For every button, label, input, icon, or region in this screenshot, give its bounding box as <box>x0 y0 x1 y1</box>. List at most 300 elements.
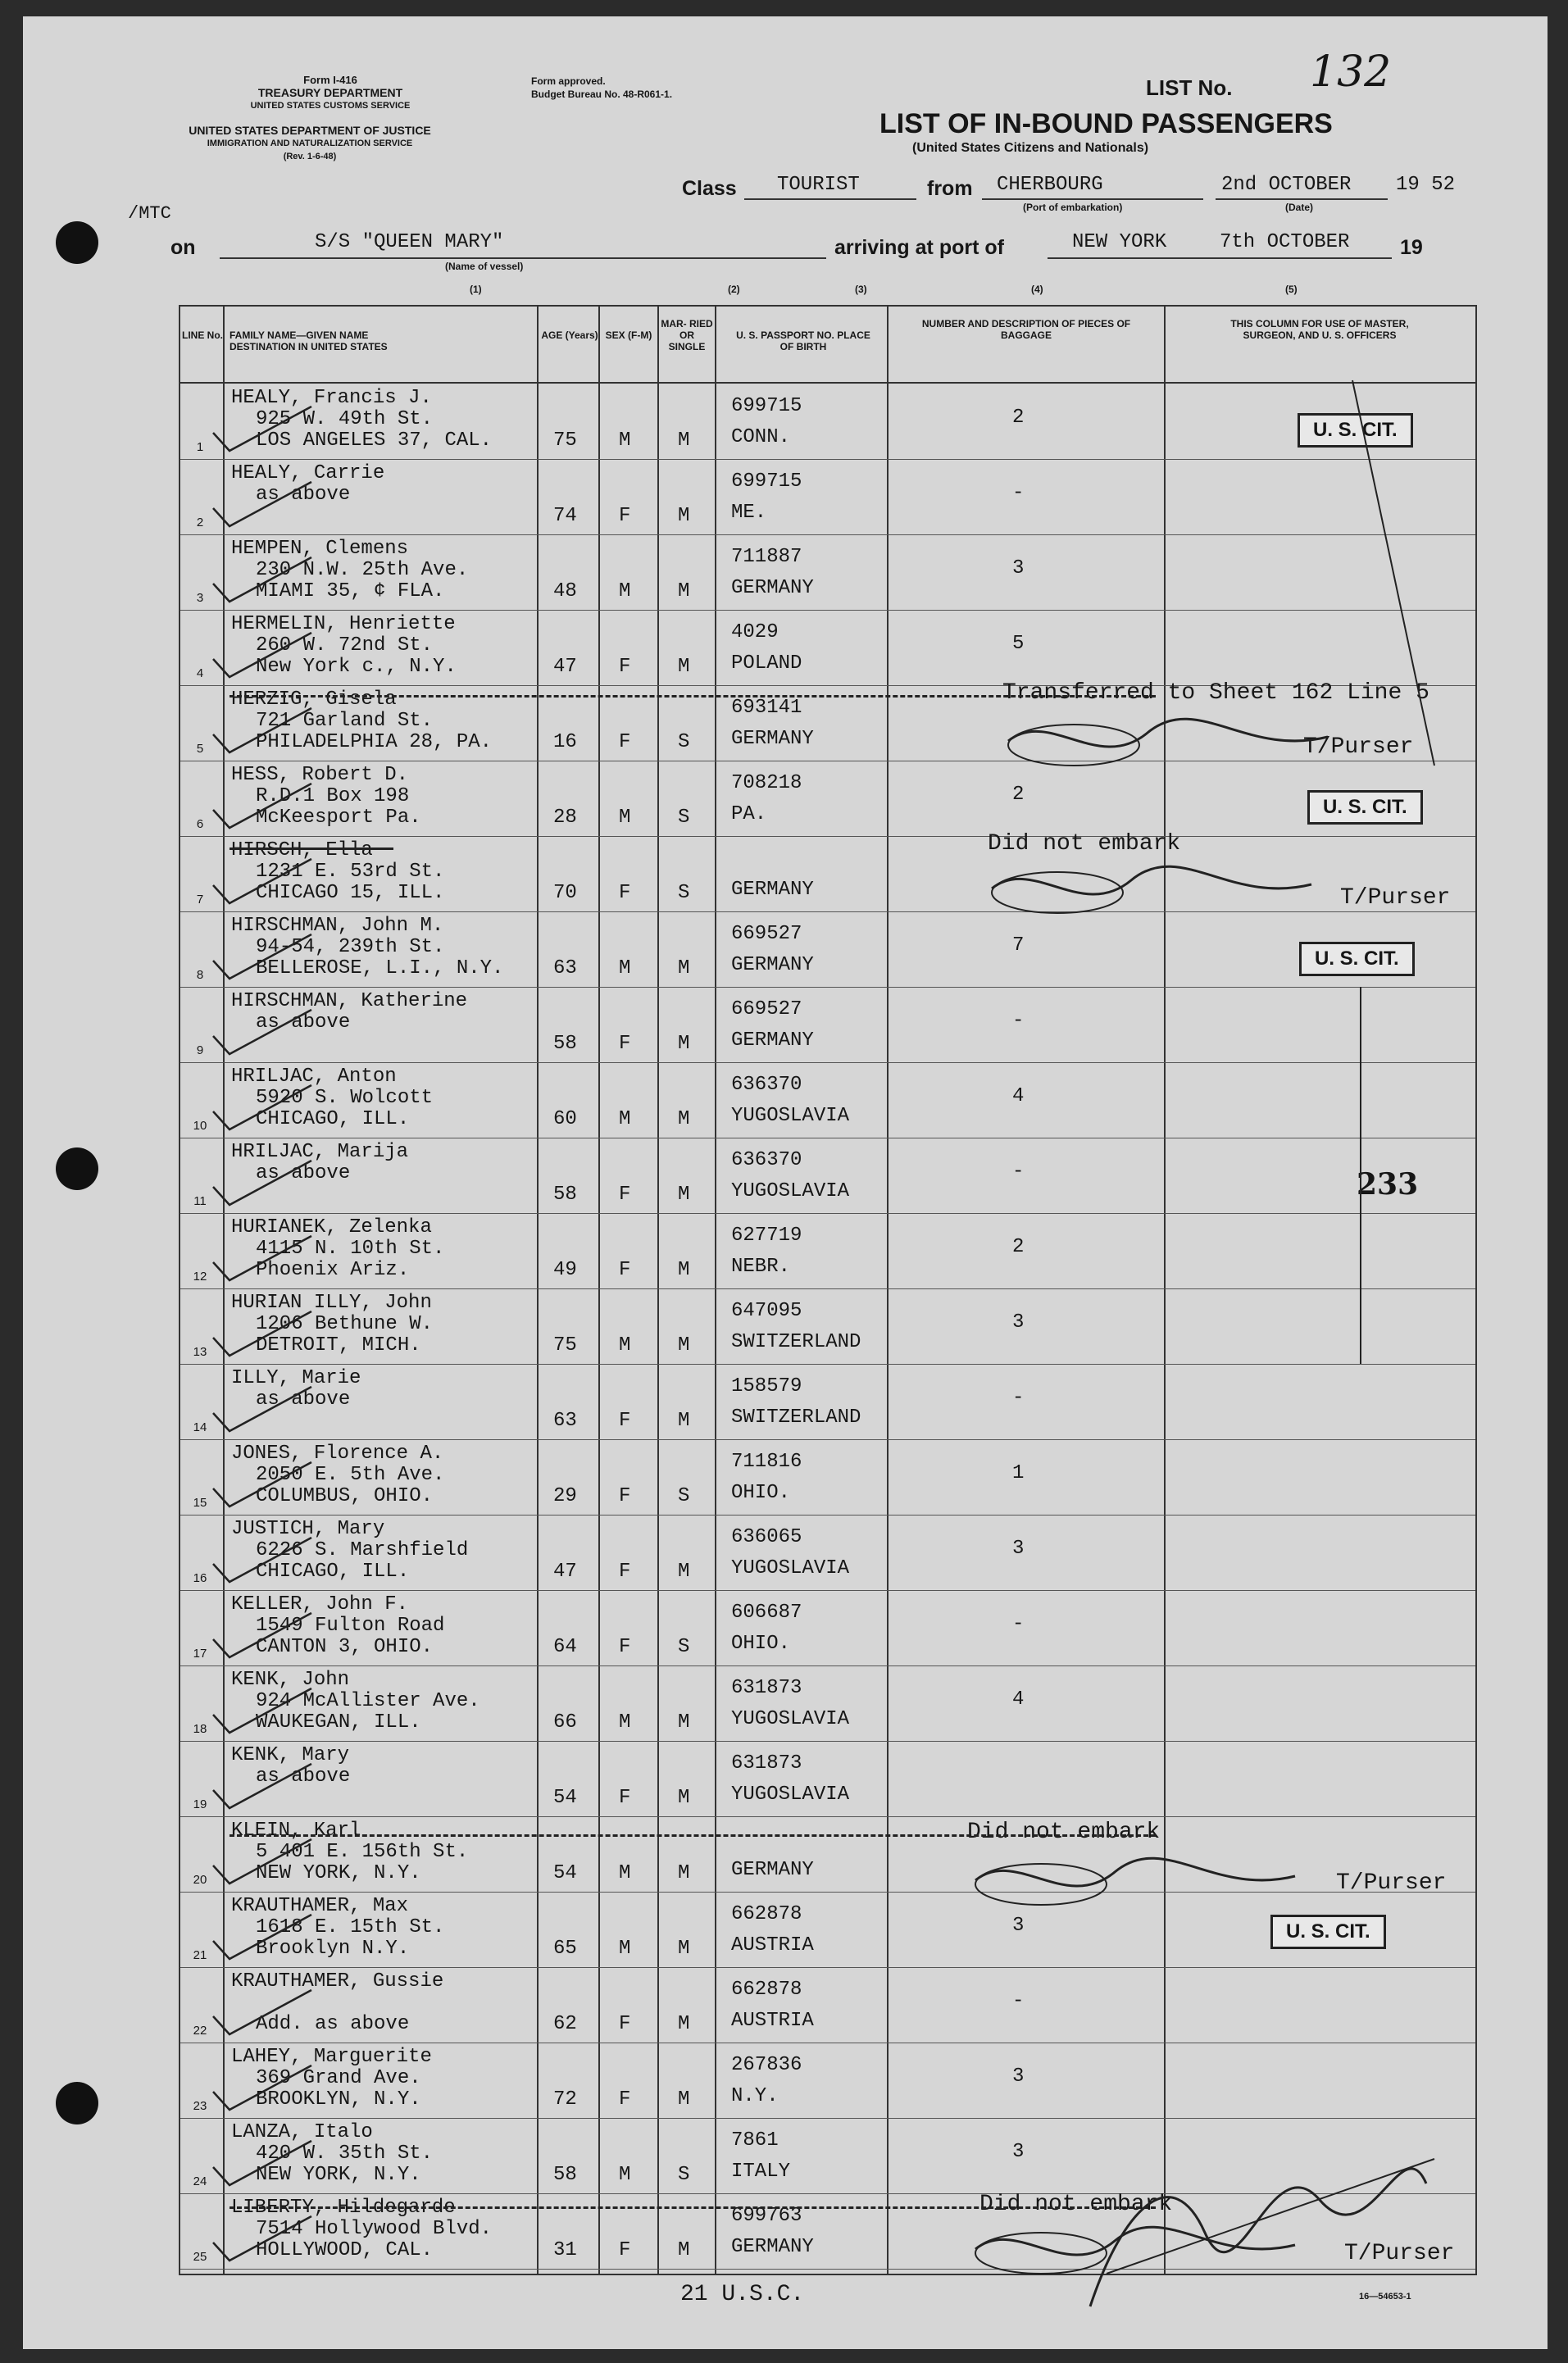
passenger-name: HEALY, Carrie <box>231 462 385 484</box>
age: 63 <box>553 957 577 979</box>
purser-signature <box>1000 708 1344 774</box>
inspector-signature <box>1074 2110 1443 2323</box>
place-of-birth: AUSTRIA <box>731 1934 814 1956</box>
col-sex: SEX (F-M) <box>605 329 652 341</box>
table-row <box>180 1590 1475 1666</box>
line-number: 3 <box>196 591 204 605</box>
strike-line <box>230 2206 1156 2209</box>
check-mark <box>205 400 320 457</box>
departure-date: 2nd OCTOBER <box>1221 174 1352 196</box>
address-line-2: DETROIT, MICH. <box>256 1334 421 1356</box>
passenger-name: KENK, John <box>231 1669 350 1691</box>
passenger-name: LIBERTY, Hildegarde <box>231 2197 456 2219</box>
line-number: 25 <box>193 2250 207 2264</box>
age: 16 <box>553 731 577 753</box>
check-mark <box>205 852 320 910</box>
line-number: 4 <box>196 666 204 680</box>
marital-status: M <box>678 1033 690 1055</box>
table-row <box>180 1439 1475 1516</box>
line-number: 18 <box>193 1722 207 1736</box>
print-code: 16—54653-1 <box>1359 2292 1411 2302</box>
table-row <box>180 987 1475 1063</box>
passenger-name: HURIAN ILLY, John <box>231 1292 432 1314</box>
table-row <box>180 1138 1475 1214</box>
line-number: 2 <box>196 516 204 529</box>
check-mark <box>205 551 320 608</box>
passenger-name: ILLY, Marie <box>231 1367 361 1389</box>
baggage-count: 3 <box>1012 2065 1025 2088</box>
baggage-count: 5 <box>1012 633 1025 655</box>
sex: F <box>619 1561 631 1583</box>
place-of-birth: GERMANY <box>731 2236 814 2258</box>
table-row <box>180 1062 1475 1138</box>
sex: F <box>619 2239 631 2261</box>
address-line-1: 1549 Fulton Road <box>256 1615 445 1637</box>
passenger-name: JUSTICH, Mary <box>231 1518 385 1540</box>
line-number: 9 <box>196 1043 204 1057</box>
embark-port: CHERBOURG <box>997 174 1103 196</box>
place-of-birth: CONN. <box>731 426 791 448</box>
sex: M <box>619 957 631 979</box>
sex: M <box>619 580 631 602</box>
line-number: 6 <box>196 817 204 831</box>
purser-signature <box>967 1847 1311 1913</box>
passenger-name: HERMELIN, Henriette <box>231 613 456 635</box>
col-num-3: (3) <box>855 284 867 295</box>
address-line-2: Brooklyn N.Y. <box>256 1938 410 1960</box>
address-line-1: 2050 E. 5th Ave. <box>256 1464 445 1486</box>
marital-status: M <box>678 2239 690 2261</box>
sex: M <box>619 1334 631 1356</box>
revision-date: (Rev. 1-6-48) <box>283 152 337 161</box>
sex: F <box>619 1636 631 1658</box>
passport-number: 669527 <box>731 998 802 1020</box>
baggage-count: 3 <box>1012 557 1025 579</box>
baggage-count: - <box>1012 1613 1025 1635</box>
address-line-2: New York c., N.Y. <box>256 656 457 678</box>
passenger-name: KELLER, John F. <box>231 1593 409 1615</box>
place-of-birth: YUGOSLAVIA <box>731 1557 850 1579</box>
baggage-count: - <box>1012 1387 1025 1409</box>
check-mark <box>205 1079 320 1136</box>
age: 60 <box>553 1108 577 1130</box>
table-row <box>180 911 1475 988</box>
place-of-birth: YUGOSLAVIA <box>731 1180 850 1202</box>
age: 58 <box>553 2164 577 2186</box>
baggage-count: - <box>1012 482 1025 504</box>
marital-status: M <box>678 957 690 979</box>
check-mark <box>205 1380 320 1438</box>
marital-status: M <box>678 1334 690 1356</box>
sex: M <box>619 1108 631 1130</box>
sex: F <box>619 1184 631 1206</box>
marital-status: S <box>678 2164 690 2186</box>
age: 48 <box>553 580 577 602</box>
table-row <box>180 1515 1475 1591</box>
form-approved: Form approved. <box>531 75 606 87</box>
did-not-embark-note: Did not embark <box>967 1820 1161 1845</box>
address-line-1: 5920 S. Wolcott <box>256 1087 434 1109</box>
check-mark <box>205 1305 320 1362</box>
line-number: 21 <box>193 1948 207 1962</box>
marital-status: S <box>678 1485 690 1507</box>
place-of-birth: PA. <box>731 803 767 825</box>
sex: F <box>619 1410 631 1432</box>
sex: M <box>619 429 631 452</box>
sex: M <box>619 1711 631 1734</box>
sex: M <box>619 1862 631 1884</box>
address-line-1: 420 W. 35th St. <box>256 2143 434 2165</box>
age: 47 <box>553 1561 577 1583</box>
sex: F <box>619 1485 631 1507</box>
address-line-1: as above <box>256 1388 351 1411</box>
place-of-birth: GERMANY <box>731 577 814 599</box>
age: 63 <box>553 1410 577 1432</box>
line-number: 8 <box>196 968 204 982</box>
address-line-1: 1618 E. 15th St. <box>256 1916 445 1938</box>
address-line-1: 4115 N. 10th St. <box>256 1238 445 1260</box>
statute-ref: 21 U.S.C. <box>680 2282 805 2307</box>
place-of-birth: YUGOSLAVIA <box>731 1784 850 1806</box>
address-line-1: 1231 E. 53rd St. <box>256 861 445 883</box>
passenger-name: HESS, Robert D. <box>231 764 409 786</box>
justice-dept: UNITED STATES DEPARTMENT OF JUSTICE <box>189 124 431 137</box>
passenger-name: KRAUTHAMER, Gussie <box>231 1970 444 1993</box>
table-row <box>180 1741 1475 1817</box>
address-line-2: CHICAGO, ILL. <box>256 1108 410 1130</box>
line-number: 7 <box>196 893 204 907</box>
passport-number: 606687 <box>731 1602 802 1624</box>
baggage-count: 2 <box>1012 1236 1025 1258</box>
table-row <box>180 534 1475 611</box>
marital-status: M <box>678 1410 690 1432</box>
vessel-name: S/S "QUEEN MARY" <box>315 231 504 253</box>
strike-line <box>230 695 1156 698</box>
port-caption: (Port of embarkation) <box>1023 202 1123 213</box>
sex: F <box>619 731 631 753</box>
check-mark <box>205 626 320 684</box>
passenger-name: HIRSCHMAN, Katherine <box>231 990 468 1012</box>
baggage-count: 3 <box>1012 2141 1025 2163</box>
check-mark <box>205 777 320 834</box>
marital-status: M <box>678 2013 690 2035</box>
line-number: 11 <box>193 1194 207 1208</box>
sex: F <box>619 2013 631 2035</box>
budget-bureau: Budget Bureau No. 48-R061-1. <box>531 89 673 100</box>
passenger-name: HRILJAC, Anton <box>231 1066 397 1088</box>
col-num-2: (2) <box>728 284 740 295</box>
place-of-birth: GERMANY <box>731 728 814 750</box>
address-line-2: McKeesport Pa. <box>256 807 421 829</box>
marital-status: S <box>678 731 690 753</box>
place-of-birth: SWITZERLAND <box>731 1331 861 1353</box>
marital-status: M <box>678 1711 690 1734</box>
col-baggage: NUMBER AND DESCRIPTION OF PIECES OF BAGGAGE <box>921 318 1131 341</box>
marital-status: M <box>678 1787 690 1809</box>
punch-hole <box>56 221 98 264</box>
line-number: 22 <box>193 2024 207 2038</box>
check-mark <box>205 1682 320 1739</box>
sex: M <box>619 2164 631 2186</box>
place-of-birth: YUGOSLAVIA <box>731 1708 850 1730</box>
address-line-1: 230 N.W. 25th Ave. <box>256 559 469 581</box>
date-caption: (Date) <box>1285 202 1314 213</box>
marital-status: M <box>678 1561 690 1583</box>
place-of-birth: OHIO. <box>731 1633 791 1655</box>
baggage-count: 3 <box>1012 1915 1025 1937</box>
baggage-count: 7 <box>1012 934 1025 957</box>
age: 62 <box>553 2013 577 2035</box>
table-row <box>180 1967 1475 2043</box>
col-passport: U. S. PASSPORT NO. PLACE OF BIRTH <box>736 329 870 352</box>
transfer-note: Transferred to Sheet 162 Line 5 <box>1002 680 1429 706</box>
check-mark <box>205 1154 320 1211</box>
check-mark <box>205 928 320 985</box>
col-officers: THIS COLUMN FOR USE OF MASTER, SURGEON, AND U. S. OFFICERS <box>1230 318 1409 341</box>
address-line-1: 1206 Bethune W. <box>256 1313 434 1335</box>
arrival-port: NEW YORK <box>1072 231 1167 253</box>
reference-number: 233 <box>1357 1167 1419 1202</box>
check-mark <box>205 2134 320 2192</box>
baggage-count: - <box>1012 1161 1025 1183</box>
table-row <box>180 384 1475 460</box>
marital-status: M <box>678 1862 690 1884</box>
check-mark <box>205 475 320 533</box>
address-line-1: 924 McAllister Ave. <box>256 1690 480 1712</box>
passport-number: 708218 <box>731 772 802 794</box>
passport-number: 693141 <box>731 697 802 719</box>
age: 75 <box>553 429 577 452</box>
bracket-line <box>1344 372 1451 782</box>
address-line-2: CHICAGO 15, ILL. <box>256 882 445 904</box>
passenger-name: KENK, Mary <box>231 1744 350 1766</box>
marital-status: M <box>678 1259 690 1281</box>
age: 66 <box>553 1711 577 1734</box>
line-number: 24 <box>193 2174 207 2188</box>
passenger-name: HRILJAC, Marija <box>231 1141 409 1163</box>
address-line-2: Phoenix Ariz. <box>256 1259 410 1281</box>
us-cit-stamp: U. S. CIT. <box>1270 1915 1386 1949</box>
sex: F <box>619 656 631 678</box>
baggage-count: 4 <box>1012 1688 1025 1711</box>
class-value: TOURIST <box>777 174 860 196</box>
sex: F <box>619 882 631 904</box>
passenger-name: HIRSCH, Ella <box>231 839 373 861</box>
check-mark <box>205 702 320 759</box>
marital-status: S <box>678 1636 690 1658</box>
punch-hole <box>56 2082 98 2124</box>
passport-number: 7861 <box>731 2129 779 2152</box>
passport-number: 662878 <box>731 1979 802 2001</box>
address-line-1: as above <box>256 1011 351 1034</box>
line-number: 10 <box>193 1119 207 1133</box>
us-cit-stamp: U. S. CIT. <box>1298 413 1413 448</box>
punch-hole <box>56 1147 98 1190</box>
passenger-name: HURIANEK, Zelenka <box>231 1216 432 1238</box>
line-number: 19 <box>193 1797 207 1811</box>
col-age: AGE (Years) <box>541 329 598 341</box>
check-mark <box>205 1229 320 1287</box>
table-row <box>180 1364 1475 1440</box>
place-of-birth: ME. <box>731 502 767 524</box>
passenger-name: HEALY, Francis J. <box>231 387 432 409</box>
address-line-1: R.D.1 Box 198 <box>256 785 410 807</box>
line-number: 1 <box>196 440 204 454</box>
address-line-1: 721 Garland St. <box>256 710 434 732</box>
line-number: 5 <box>196 742 204 756</box>
address-line-2: NEW YORK, N.Y. <box>256 2164 421 2186</box>
sex: F <box>619 1259 631 1281</box>
line-number: 15 <box>193 1496 207 1510</box>
form-number: Form I-416 <box>303 74 357 86</box>
address-line-1: 260 W. 72nd St. <box>256 634 434 657</box>
check-mark <box>205 2059 320 2116</box>
marital-status: M <box>678 1938 690 1960</box>
check-mark <box>205 1908 320 1965</box>
did-not-embark-note: Did not embark <box>988 831 1181 857</box>
passenger-name: JONES, Florence A. <box>231 1443 444 1465</box>
address-line-2: COLUMBUS, OHIO. <box>256 1485 434 1507</box>
mtc-mark: /MTC <box>128 203 171 224</box>
marital-status: M <box>678 656 690 678</box>
bracket-line <box>1344 979 1377 1372</box>
place-of-birth: SWITZERLAND <box>731 1406 861 1429</box>
address-line-1: 7514 Hollywood Blvd. <box>256 2218 493 2240</box>
on-label: on <box>170 236 196 259</box>
marital-status: M <box>678 1108 690 1130</box>
table-row <box>180 1288 1475 1365</box>
passport-number: 4029 <box>731 621 779 643</box>
purser-mark: T/Purser <box>1303 734 1414 760</box>
passenger-name: LANZA, Italo <box>231 2121 373 2143</box>
age: 29 <box>553 1485 577 1507</box>
address-line-1: 6226 S. Marshfield <box>256 1539 469 1561</box>
sex: F <box>619 505 631 527</box>
customs-service: UNITED STATES CUSTOMS SERVICE <box>250 101 411 111</box>
check-mark <box>205 1606 320 1664</box>
passport-number: 267836 <box>731 2054 802 2076</box>
sex: M <box>619 807 631 829</box>
col-line: LINE No. <box>182 329 223 341</box>
departure-year: 19 52 <box>1396 174 1456 196</box>
address-line-2: LOS ANGELES 37, CAL. <box>256 429 493 452</box>
place-of-birth: GERMANY <box>731 1029 814 1052</box>
line-number: 17 <box>193 1647 207 1661</box>
baggage-count: 2 <box>1012 784 1025 806</box>
arrival-year: 19 <box>1400 236 1423 259</box>
check-mark <box>205 1757 320 1815</box>
passenger-name: LAHEY, Marguerite <box>231 2046 432 2068</box>
age: 75 <box>553 1334 577 1356</box>
age: 47 <box>553 656 577 678</box>
baggage-count: - <box>1012 1010 1025 1032</box>
passport-number: 158579 <box>731 1375 802 1397</box>
passport-number: 636370 <box>731 1074 802 1096</box>
address-line-1: 925 W. 49th St. <box>256 408 434 430</box>
baggage-count: - <box>1012 1990 1025 2012</box>
place-of-birth: GERMANY <box>731 1859 814 1881</box>
arrival-date: 7th OCTOBER <box>1220 231 1350 253</box>
address-line-1: as above <box>256 1162 351 1184</box>
address-line-2: BROOKLYN, N.Y. <box>256 2088 421 2111</box>
age: 58 <box>553 1184 577 1206</box>
address-line-1: as above <box>256 484 351 506</box>
check-mark <box>205 1984 320 2041</box>
place-of-birth: POLAND <box>731 652 802 675</box>
passport-number: 669527 <box>731 923 802 945</box>
ins-service: IMMIGRATION AND NATURALIZATION SERVICE <box>207 139 413 148</box>
purser-signature <box>984 856 1328 921</box>
purser-mark: T/Purser <box>1336 1870 1447 1896</box>
marital-status: M <box>678 580 690 602</box>
line-number: 16 <box>193 1571 207 1585</box>
address-line-2: WAUKEGAN, ILL. <box>256 1711 421 1734</box>
line-number: 23 <box>193 2099 207 2113</box>
sex: M <box>619 1938 631 1960</box>
passenger-table <box>179 305 1477 2275</box>
baggage-count: 1 <box>1012 1462 1025 1484</box>
passport-number: 711887 <box>731 546 802 568</box>
address-line-2: HOLLYWOOD, CAL. <box>256 2239 434 2261</box>
col-num-4: (4) <box>1031 284 1043 295</box>
passport-number: 636065 <box>731 1526 802 1548</box>
list-no-label: LIST No. <box>1146 75 1233 100</box>
passport-number: 699715 <box>731 470 802 493</box>
age: 70 <box>553 882 577 904</box>
address-line-1: 94-54, 239th St. <box>256 936 445 958</box>
passport-number: 631873 <box>731 1677 802 1699</box>
address-line-1: 5 401 E. 156th St. <box>256 1841 469 1863</box>
place-of-birth: GERMANY <box>731 954 814 976</box>
address-line-2: MIAMI 35, ¢ FLA. <box>256 580 445 602</box>
line-number: 12 <box>193 1270 207 1284</box>
table-row <box>180 1213 1475 1289</box>
address-line-2: CHICAGO, ILL. <box>256 1561 410 1583</box>
purser-mark: T/Purser <box>1344 2241 1455 2266</box>
age: 54 <box>553 1862 577 1884</box>
place-of-birth: GERMANY <box>731 879 814 901</box>
line-number: 13 <box>193 1345 207 1359</box>
place-of-birth: OHIO. <box>731 1482 791 1504</box>
baggage-count: 4 <box>1012 1085 1025 1107</box>
check-mark <box>205 1833 320 1890</box>
passenger-name: KRAUTHAMER, Max <box>231 1895 409 1917</box>
age: 58 <box>553 1033 577 1055</box>
place-of-birth: YUGOSLAVIA <box>731 1105 850 1127</box>
from-label: from <box>927 177 973 200</box>
passenger-name: HEMPEN, Clemens <box>231 538 409 560</box>
sex: F <box>619 2088 631 2111</box>
address-line-2: PHILADELPHIA 28, PA. <box>256 731 493 753</box>
address-line-2: NEW YORK, N.Y. <box>256 1862 421 1884</box>
table-row <box>180 459 1475 535</box>
marital-status: M <box>678 2088 690 2111</box>
place-of-birth: AUSTRIA <box>731 2010 814 2032</box>
passenger-name: HIRSCHMAN, John M. <box>231 915 444 937</box>
age: 72 <box>553 2088 577 2111</box>
address-line-2: CANTON 3, OHIO. <box>256 1636 434 1658</box>
passport-number: 711816 <box>731 1451 802 1473</box>
passport-number: 627719 <box>731 1225 802 1247</box>
age: 28 <box>553 807 577 829</box>
us-cit-stamp: U. S. CIT. <box>1299 942 1415 976</box>
baggage-count: 3 <box>1012 1311 1025 1334</box>
place-of-birth: NEBR. <box>731 1256 791 1278</box>
arriving-label: arriving at port of <box>834 236 1004 259</box>
age: 74 <box>553 505 577 527</box>
passenger-name: HERZIG, Gisela <box>231 688 397 711</box>
age: 64 <box>553 1636 577 1658</box>
